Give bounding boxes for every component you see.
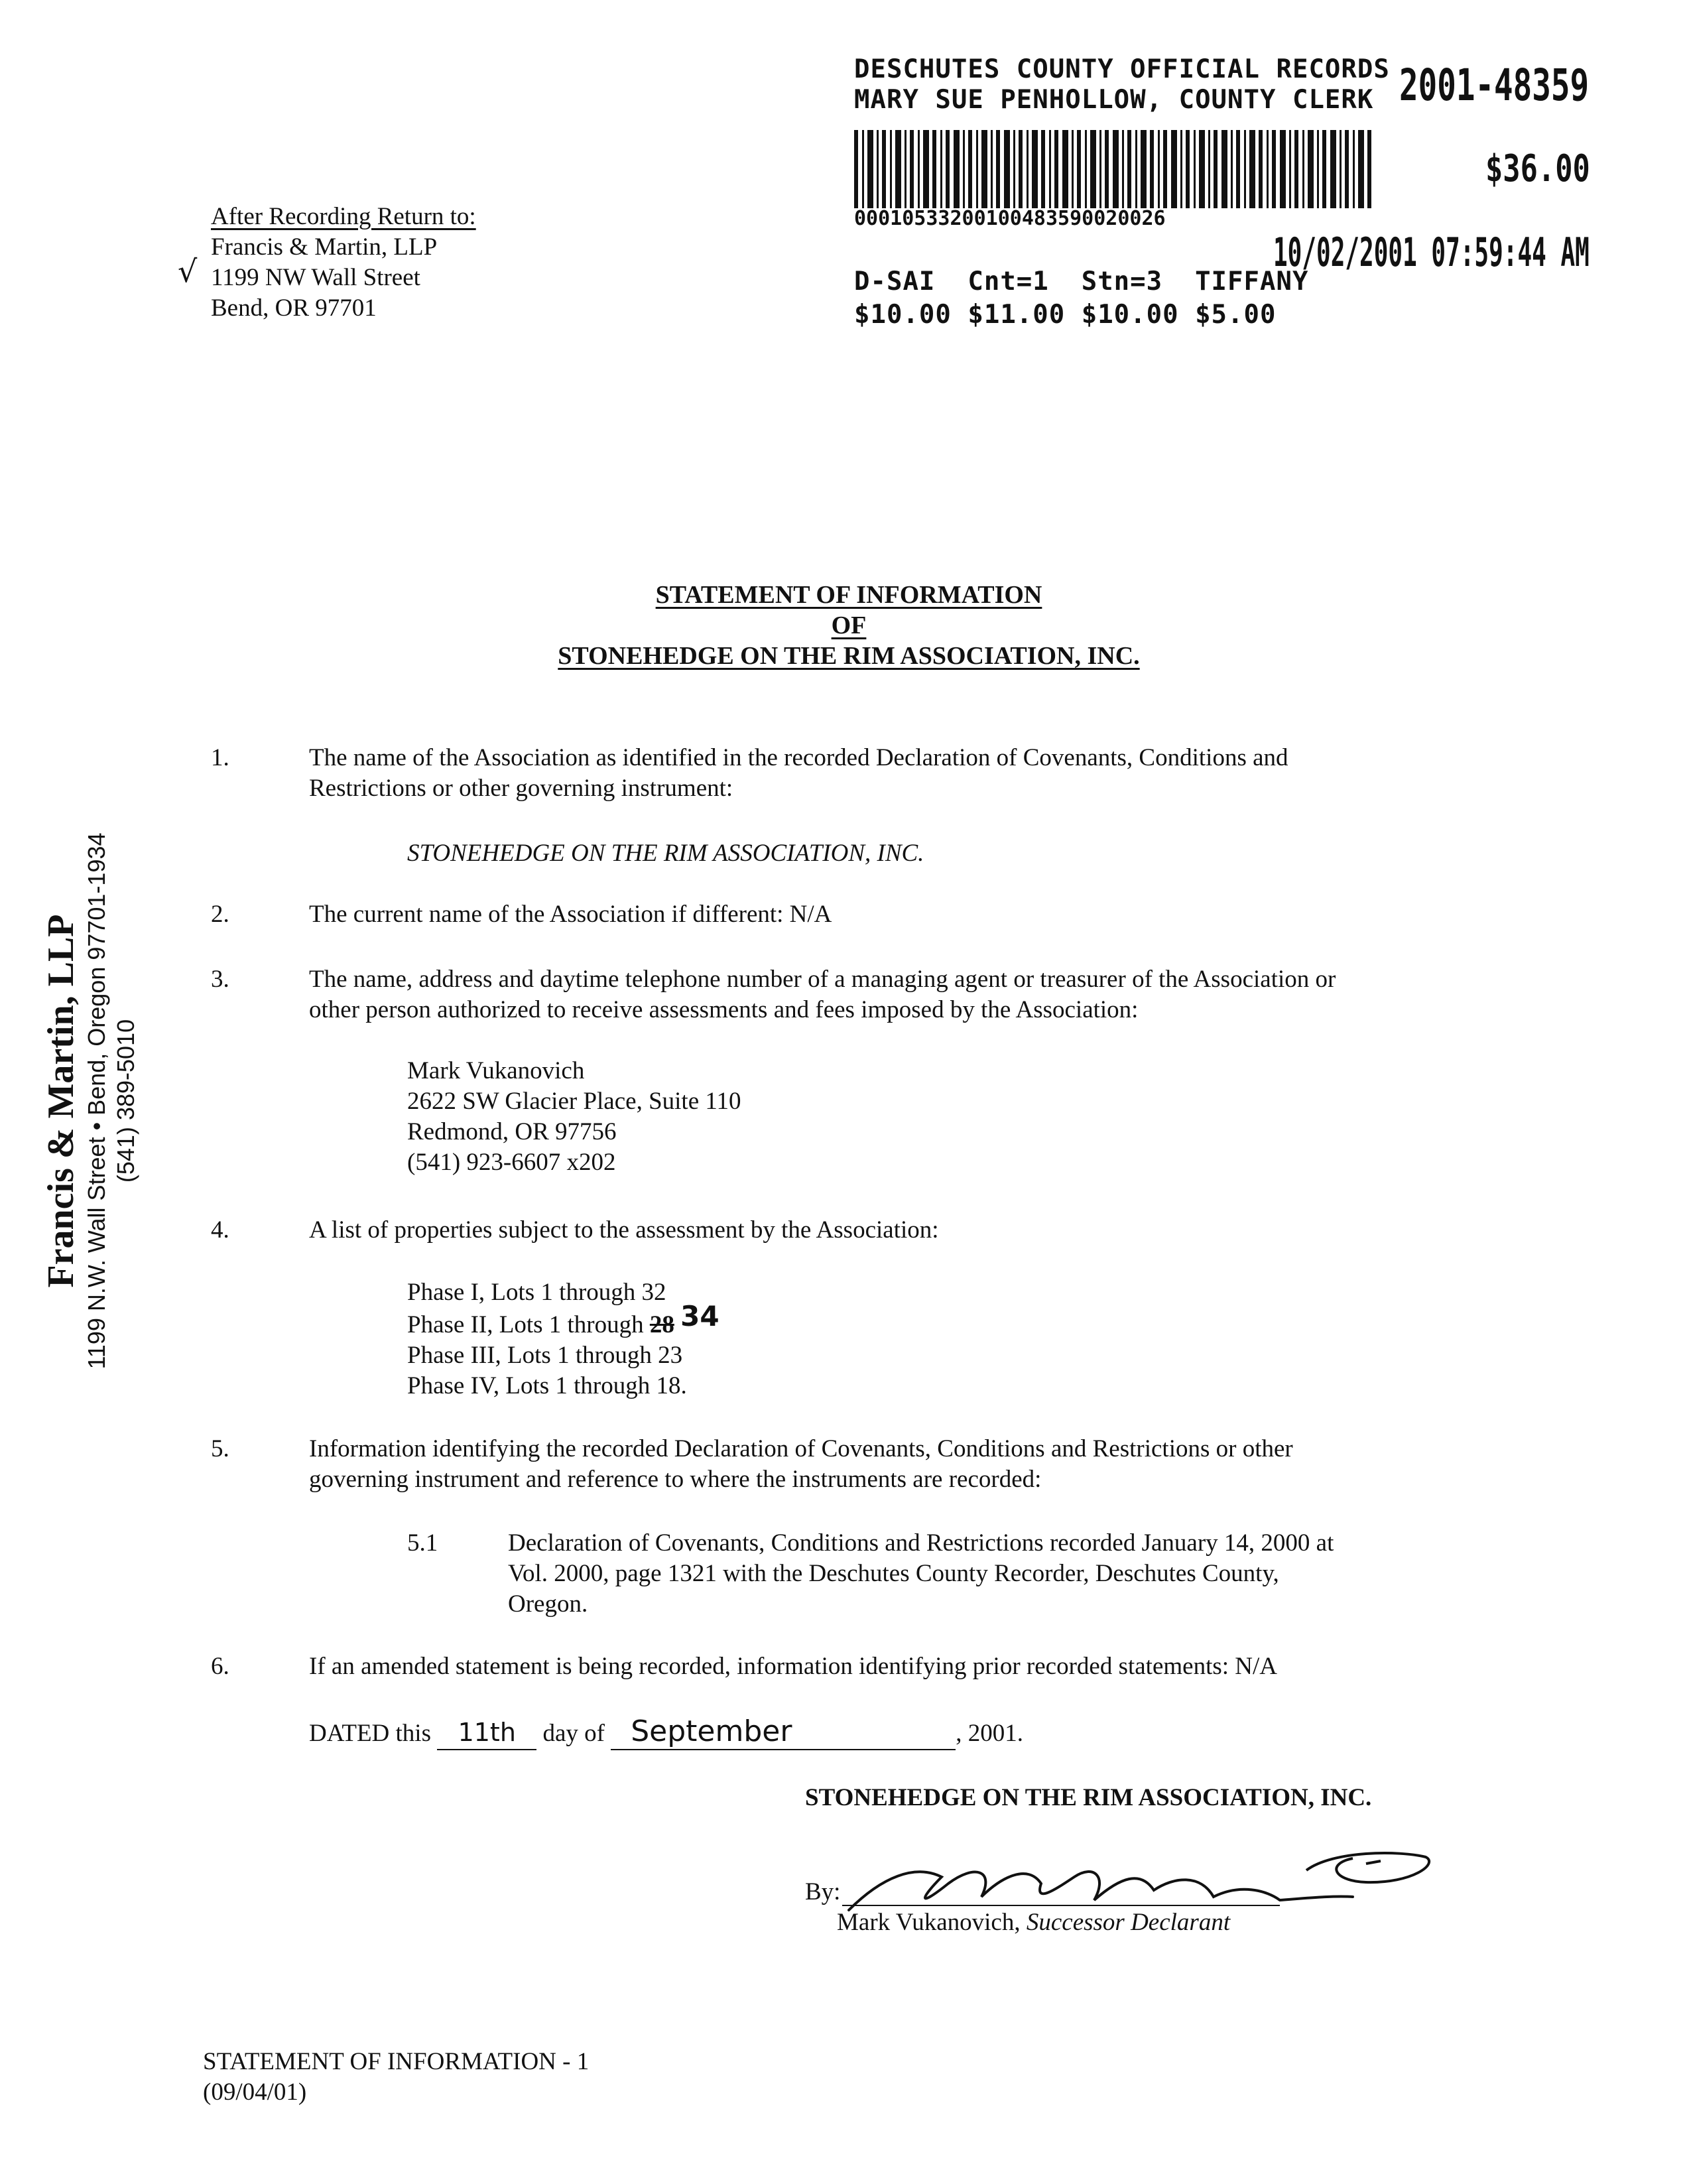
check-mark: √ <box>178 253 198 289</box>
doc-number: 2001-48359 <box>1399 60 1590 111</box>
barcode-number: 00010533200100483590020026 <box>854 207 1166 230</box>
phase-2-handwritten-count: 34 <box>680 1300 719 1332</box>
item-3-line-a: The name, address and daytime telephone number of a managing agent or treasurer of the Association or <box>309 966 1336 993</box>
stamp-line-1: DESCHUTES COUNTY OFFICIAL RECORDS <box>854 54 1390 84</box>
phase-2-struck-count: 28 <box>649 1311 674 1338</box>
document-title <box>464 580 1233 671</box>
item-1-line-b: Restrictions or other governing instrument: <box>309 775 733 802</box>
phase-4: Phase IV, Lots 1 through 18. <box>407 1372 687 1399</box>
stamp-fees: $10.00 $11.00 $10.00 $5.00 <box>854 300 1277 330</box>
footer <box>203 2047 589 2108</box>
title-line-3: STONEHEDGE ON THE RIM ASSOCIATION, INC. <box>558 642 1140 670</box>
side-firm-name: Francis & Martin, LLP <box>40 914 82 1288</box>
agent-street: 2622 SW Glacier Place, Suite 110 <box>407 1088 741 1115</box>
item-3-text <box>309 964 1602 1025</box>
item-2-number: 2. <box>211 901 229 928</box>
item-1-line-a: The name of the Association as identified in the recorded Declaration of Covenants, Conditions and <box>309 744 1288 771</box>
dated-year: , 2001. <box>956 1720 1023 1747</box>
handwritten-day: 11th <box>458 1718 516 1747</box>
item-1-text <box>309 743 1569 804</box>
signature-org: STONEHEDGE ON THE RIM ASSOCIATION, INC. <box>805 1784 1372 1811</box>
title-line-1: STATEMENT OF INFORMATION <box>655 581 1042 609</box>
dated-prefix: DATED this <box>309 1720 431 1747</box>
item-5-1-line-2: Vol. 2000, page 1321 with the Deschutes County Recorder, Deschutes County, <box>508 1560 1279 1587</box>
barcode <box>854 130 1371 208</box>
month-blank <box>611 1716 956 1750</box>
footer-page-label: STATEMENT OF INFORMATION - 1 <box>203 2048 590 2075</box>
item-5-text <box>309 1434 1602 1495</box>
agent-phone: (541) 923-6607 x202 <box>407 1149 616 1176</box>
signer-name: Mark Vukanovich, <box>837 1909 1021 1936</box>
property-list <box>407 1277 719 1401</box>
item-5-1-line-3: Oregon. <box>508 1590 588 1618</box>
handwritten-month: September <box>631 1714 792 1748</box>
item-5-line-a: Information identifying the recorded Declaration of Covenants, Conditions and Restrictions or other <box>309 1435 1293 1462</box>
return-line-street: 1199 NW Wall Street <box>211 264 420 291</box>
item-4-text: A list of properties subject to the assessment by the Association: <box>309 1216 939 1244</box>
item-6-number: 6. <box>211 1653 229 1680</box>
recording-stamp <box>854 54 1390 115</box>
side-phone: (541) 389-5010 <box>112 1019 139 1183</box>
signature-line <box>842 1905 1280 1906</box>
agent-name: Mark Vukanovich <box>407 1057 585 1084</box>
dated-line <box>309 1716 1023 1750</box>
item-3-number: 3. <box>211 966 229 993</box>
by-label: By: <box>805 1878 841 1905</box>
signer-title: Successor Declarant <box>1026 1909 1231 1936</box>
dated-mid: day of <box>542 1720 605 1747</box>
stamp-codes: D-SAI Cnt=1 Stn=3 TIFFANY <box>854 267 1309 296</box>
item-3-line-b: other person authorized to receive assessments and fees imposed by the Association: <box>309 996 1139 1023</box>
return-line-firm: Francis & Martin, LLP <box>211 233 438 261</box>
stamp-line-2: MARY SUE PENHOLLOW, COUNTY CLERK <box>854 85 1374 115</box>
item-2-text: The current name of the Association if different: N/A <box>309 901 832 928</box>
side-letterhead <box>40 783 141 1419</box>
phase-3: Phase III, Lots 1 through 23 <box>407 1342 683 1369</box>
managing-agent-block <box>407 1056 741 1178</box>
title-line-2: OF <box>831 611 867 639</box>
return-line-city: Bend, OR 97701 <box>211 294 377 322</box>
item-4-number: 4. <box>211 1216 229 1244</box>
item-5-1-number: 5.1 <box>407 1529 438 1557</box>
day-blank <box>437 1717 536 1750</box>
return-address-block <box>211 202 476 324</box>
phase-2 <box>407 1300 719 1340</box>
fee-total: $36.00 <box>1485 147 1590 190</box>
agent-city: Redmond, OR 97756 <box>407 1118 617 1145</box>
signer-caption <box>837 1907 1230 1938</box>
side-address: 1199 N.W. Wall Street • Bend, Oregon 97701-1934 <box>83 832 110 1370</box>
item-6-text: If an amended statement is being recorded, information identifying prior recorded statements: N/A <box>309 1653 1278 1680</box>
record-datetime: 10/02/2001 07:59:44 AM <box>1273 229 1590 276</box>
return-heading: After Recording Return to: <box>211 203 476 230</box>
footer-date: (09/04/01) <box>203 2079 307 2106</box>
phase-1: Phase I, Lots 1 through 32 <box>407 1279 666 1306</box>
item-5-1-line-1: Declaration of Covenants, Conditions and Restrictions recorded January 14, 2000 at <box>508 1529 1334 1557</box>
phase-2-prefix: Phase II, Lots 1 through <box>407 1311 650 1338</box>
item-5-number: 5. <box>211 1435 229 1462</box>
item-5-1-text <box>508 1528 1602 1620</box>
item-1-number: 1. <box>211 744 229 771</box>
item-5-line-b: governing instrument and reference to where the instruments are recorded: <box>309 1466 1042 1493</box>
item-1-association-name: STONEHEDGE ON THE RIM ASSOCIATION, INC. <box>407 840 924 867</box>
